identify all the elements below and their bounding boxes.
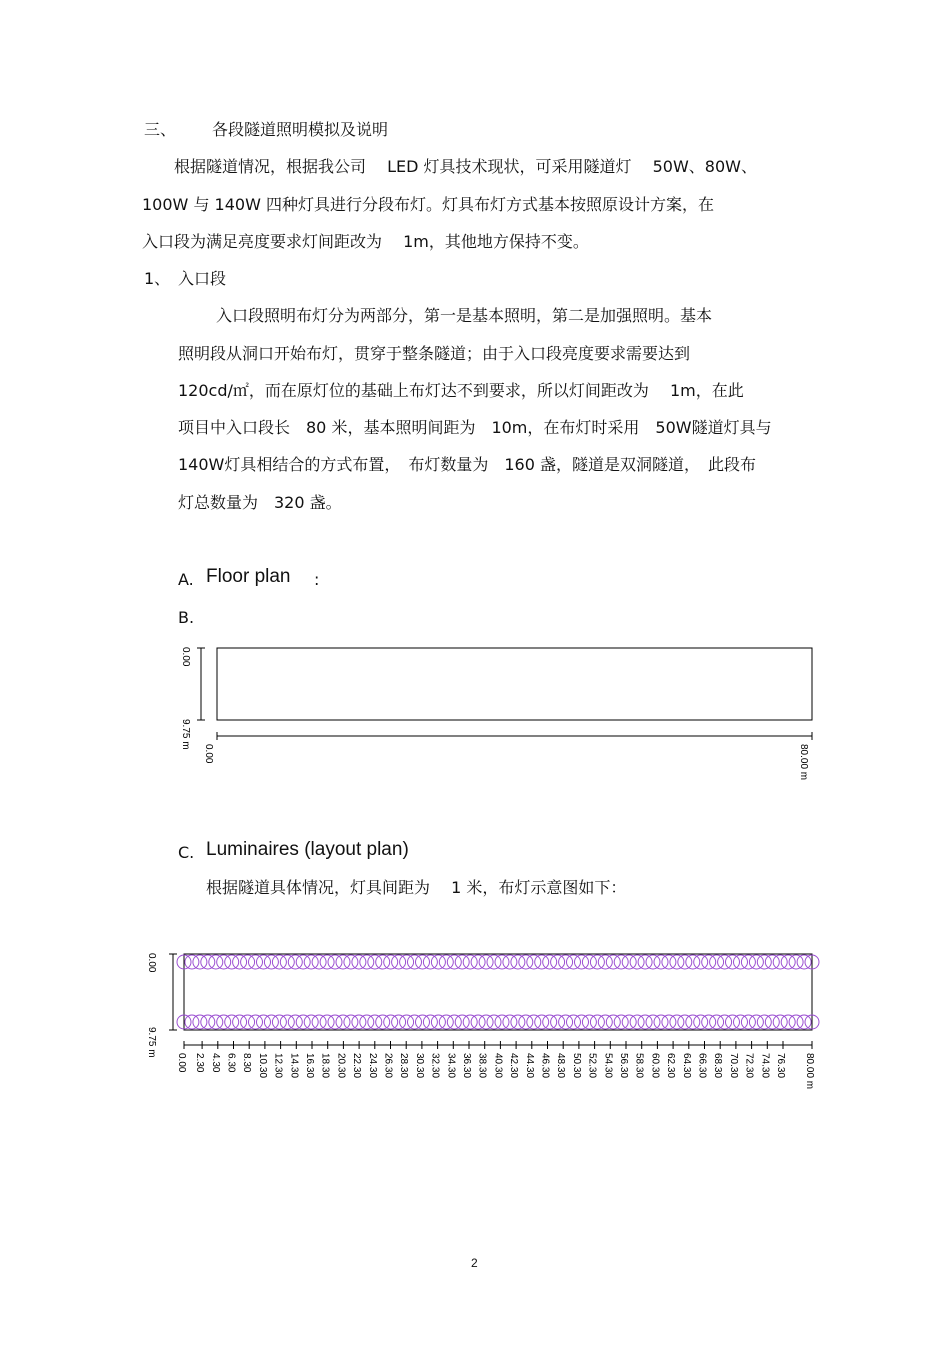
item-a-letter: A. <box>178 570 194 589</box>
x-tick-label: 40.30 <box>492 1053 504 1079</box>
entrance-line-6: 灯总数量为 320 盏。 <box>178 493 342 512</box>
luminaire-circle <box>193 1015 207 1029</box>
luminaire-circle <box>789 955 803 969</box>
floor-y-start: 0.00 <box>180 647 191 667</box>
luminaire-circle <box>773 955 787 969</box>
x-tick-label: 4.30 <box>209 1053 221 1073</box>
x-tick-label: 66.30 <box>696 1053 708 1079</box>
luminaire-circle <box>320 955 334 969</box>
luminaire-circle <box>296 955 310 969</box>
luminaire-circle <box>439 955 453 969</box>
layout-note: 根据隧道具体情况，灯具间距为 1 米，布灯示意图如下： <box>206 878 627 897</box>
tunnel-outline <box>184 954 812 1030</box>
x-tick-label: 54.30 <box>602 1053 614 1079</box>
luminaire-circle <box>710 955 724 969</box>
luminaire-circle <box>344 1015 358 1029</box>
luminaire-circle <box>185 955 199 969</box>
luminaire-circle <box>702 1015 716 1029</box>
luminaire-circle <box>312 955 326 969</box>
x-tick-label: 12.30 <box>272 1053 284 1079</box>
luminaire-circle <box>201 1015 215 1029</box>
luminaire-circle <box>272 1015 286 1029</box>
luminaire-circle <box>630 955 644 969</box>
luminaire-circle <box>352 1015 366 1029</box>
luminaire-circle <box>257 955 271 969</box>
luminaire-circle <box>535 1015 549 1029</box>
x-tick-label: 34.30 <box>445 1053 457 1079</box>
luminaire-circle <box>741 1015 755 1029</box>
x-tick-label: 48.30 <box>555 1053 567 1079</box>
entrance-line-3: 120cd/㎡，而在原灯位的基础上布灯达不到要求，所以灯间距改为 1m，在此 <box>178 381 744 400</box>
luminaire-circle <box>582 955 596 969</box>
luminaire-circle <box>662 955 676 969</box>
luminaire-circle <box>598 1015 612 1029</box>
x-tick-label: 38.30 <box>476 1053 488 1079</box>
luminaire-circle <box>662 1015 676 1029</box>
luminaire-circle <box>495 1015 509 1029</box>
section-title: 各段隧道照明模拟及说明 <box>212 120 389 139</box>
luminaire-circle <box>527 955 541 969</box>
luminaire-circle <box>543 955 557 969</box>
luminaire-circle <box>304 955 318 969</box>
luminaire-circle <box>264 1015 278 1029</box>
luminaire-circle <box>646 1015 660 1029</box>
luminaire-circle <box>384 1015 398 1029</box>
x-tick-label: 64.30 <box>680 1053 692 1079</box>
x-tick-label: 72.30 <box>743 1053 755 1079</box>
x-tick-label: 50.30 <box>570 1053 582 1079</box>
luminaire-circle <box>257 1015 271 1029</box>
luminaire-circle <box>567 1015 581 1029</box>
luminaire-circle <box>201 955 215 969</box>
floor-plan-outline <box>217 648 812 720</box>
luminaire-circle <box>455 1015 469 1029</box>
luminaire-circle <box>686 1015 700 1029</box>
luminaire-circle <box>487 955 501 969</box>
floor-y-end: 9.75 m <box>180 719 191 750</box>
luminaire-circle <box>622 955 636 969</box>
luminaire-circle <box>264 955 278 969</box>
luminaire-circle <box>757 1015 771 1029</box>
luminaire-circle <box>296 1015 310 1029</box>
luminaire-circle <box>431 1015 445 1029</box>
luminaire-circle <box>511 955 525 969</box>
floor-x-end: 80.00 m <box>798 744 809 781</box>
luminaire-circle <box>694 955 708 969</box>
luminaire-circle <box>368 955 382 969</box>
luminaire-circle <box>678 955 692 969</box>
x-tick-label: 76.30 <box>775 1053 786 1079</box>
luminaire-circle <box>646 955 660 969</box>
luminaire-circle <box>376 1015 390 1029</box>
floor-x-start: 0.00 <box>203 744 214 764</box>
luminaire-circle <box>233 1015 247 1029</box>
x-tick-label: 24.30 <box>366 1053 378 1079</box>
item-a-suffix: : <box>314 570 320 589</box>
luminaire-circle <box>209 955 223 969</box>
luminaire-circle <box>527 1015 541 1029</box>
luminaire-circle <box>400 955 414 969</box>
luminaire-circle <box>463 955 477 969</box>
luminaire-circle <box>678 1015 692 1029</box>
x-tick-label: 80.00 m <box>804 1053 815 1090</box>
luminaire-circle <box>217 1015 231 1029</box>
luminaire-circle <box>718 955 732 969</box>
luminaire-circle <box>781 955 795 969</box>
entrance-line-1: 入口段照明布灯分为两部分，第一是基本照明，第二是加强照明。基本 <box>216 306 713 325</box>
luminaire-circles <box>177 955 819 1029</box>
luminaire-circle <box>503 1015 517 1029</box>
luminaire-circle <box>805 1015 819 1029</box>
luminaire-circle <box>734 1015 748 1029</box>
luminaire-circle <box>797 1015 811 1029</box>
item-c-letter: C. <box>178 843 195 862</box>
item-c-label: Luminaires (layout plan) <box>206 839 409 860</box>
luminaire-circle <box>328 955 342 969</box>
luminaire-circle <box>575 1015 589 1029</box>
luminaire-circle <box>487 1015 501 1029</box>
luminaire-circle <box>249 955 263 969</box>
luminaire-circle <box>392 955 406 969</box>
luminaire-circle <box>479 1015 493 1029</box>
luminaire-circle <box>376 955 390 969</box>
luminaire-circle <box>185 1015 199 1029</box>
luminaire-circle <box>400 1015 414 1029</box>
luminaire-circle <box>614 955 628 969</box>
luminaire-circle <box>217 955 231 969</box>
luminaire-circle <box>702 955 716 969</box>
x-tick-label: 8.30 <box>241 1053 253 1073</box>
luminaire-circle <box>638 955 652 969</box>
luminaire-circle <box>590 1015 604 1029</box>
luminaire-circle <box>416 955 430 969</box>
x-tick-label: 20.30 <box>335 1053 347 1079</box>
luminaire-circle <box>765 955 779 969</box>
luminaire-circle <box>368 1015 382 1029</box>
luminaire-circle <box>328 1015 342 1029</box>
luminaire-circle <box>423 955 437 969</box>
luminaire-circle <box>241 1015 255 1029</box>
x-tick-label: 36.30 <box>461 1053 472 1079</box>
luminaire-circle <box>741 955 755 969</box>
subsection-number: 1、 <box>144 269 171 288</box>
item-a-label: Floor plan <box>206 566 291 587</box>
x-tick-label: 68.30 <box>712 1053 724 1079</box>
luminaire-circle <box>503 955 517 969</box>
subsection-title: 入口段 <box>178 269 227 288</box>
x-tick-label: 60.30 <box>649 1053 661 1079</box>
luminaire-circle <box>225 1015 239 1029</box>
x-tick-label: 18.30 <box>319 1053 331 1079</box>
luminaire-circle <box>471 955 485 969</box>
x-tick-label: 6.30 <box>225 1053 237 1073</box>
luminaire-circle <box>559 955 573 969</box>
luminaire-circle <box>773 1015 787 1029</box>
luminaire-circle <box>447 1015 461 1029</box>
luminaire-circle <box>431 955 445 969</box>
luminaire-circle <box>781 1015 795 1029</box>
x-tick-label: 26.30 <box>382 1053 394 1079</box>
luminaire-circle <box>543 1015 557 1029</box>
luminaire-circle <box>209 1015 223 1029</box>
luminaire-circle <box>272 955 286 969</box>
luminaire-circle <box>288 1015 302 1029</box>
luminaire-circle <box>177 955 191 969</box>
lum-y-end: 9.75 m <box>146 1027 157 1058</box>
luminaire-circle <box>582 1015 596 1029</box>
luminaire-circle <box>280 1015 294 1029</box>
luminaire-circle <box>726 955 740 969</box>
luminaire-circle <box>718 1015 732 1029</box>
luminaire-circle <box>392 1015 406 1029</box>
luminaire-circle <box>789 1015 803 1029</box>
intro-line-3: 入口段为满足亮度要求灯间距改为 1m，其他地方保持不变。 <box>142 232 589 251</box>
luminaire-circle <box>177 1015 191 1029</box>
luminaire-circle <box>384 955 398 969</box>
lum-y-start: 0.00 <box>146 953 157 973</box>
x-tick-label: 0.00 <box>176 1053 187 1073</box>
luminaire-circle <box>408 1015 422 1029</box>
x-tick-label: 22.30 <box>351 1053 363 1079</box>
x-tick-label: 10.30 <box>256 1053 268 1079</box>
luminaire-circle <box>249 1015 263 1029</box>
x-tick-label: 74.30 <box>759 1053 771 1079</box>
luminaire-circle <box>336 955 350 969</box>
intro-line-2: 100W 与 140W 四种灯具进行分段布灯。灯具布灯方式基本按照原设计方案，在 <box>142 195 714 214</box>
luminaire-circle <box>606 955 620 969</box>
luminaire-circle <box>241 955 255 969</box>
luminaire-circle <box>519 1015 533 1029</box>
luminaire-circle <box>288 955 302 969</box>
x-tick-label: 30.30 <box>413 1053 425 1079</box>
x-tick-label: 44.30 <box>523 1053 535 1079</box>
luminaire-circle <box>606 1015 620 1029</box>
luminaire-circle <box>320 1015 334 1029</box>
luminaire-circle <box>551 955 565 969</box>
luminaire-circle <box>694 1015 708 1029</box>
x-tick-label: 46.30 <box>539 1053 551 1079</box>
x-tick-label: 52.30 <box>586 1053 598 1079</box>
luminaire-circle <box>408 955 422 969</box>
luminaire-circle <box>598 955 612 969</box>
luminaire-circle <box>463 1015 477 1029</box>
luminaire-circle <box>654 1015 668 1029</box>
luminaire-circle <box>423 1015 437 1029</box>
luminaire-circle <box>670 955 684 969</box>
luminaire-circle <box>233 955 247 969</box>
luminaire-circle <box>280 955 294 969</box>
luminaire-circle <box>797 955 811 969</box>
x-tick-label: 70.30 <box>727 1053 739 1079</box>
luminaire-circle <box>535 955 549 969</box>
luminaire-circle <box>471 1015 485 1029</box>
luminaire-circle <box>726 1015 740 1029</box>
x-tick-label: 62.30 <box>665 1053 677 1079</box>
luminaire-circle <box>336 1015 350 1029</box>
section-number: 三、 <box>144 120 177 139</box>
luminaire-circle <box>447 955 461 969</box>
entrance-line-2: 照明段从洞口开始布灯，贯穿于整条隧道；由于入口段亮度要求需要达到 <box>178 344 691 363</box>
entrance-line-4: 项目中入口段长 80 米，基本照明间距为 10m，在布灯时采用 50W隧道灯具与 <box>178 418 772 437</box>
item-b-letter: B. <box>178 608 195 627</box>
luminaire-circle <box>670 1015 684 1029</box>
x-tick-label: 28.30 <box>398 1053 410 1079</box>
luminaire-circle <box>654 955 668 969</box>
x-tick-label: 14.30 <box>288 1053 300 1079</box>
luminaire-circle <box>622 1015 636 1029</box>
luminaire-circle <box>193 955 207 969</box>
luminaire-circle <box>757 955 771 969</box>
x-tick-label: 58.30 <box>633 1053 645 1079</box>
luminaire-circle <box>360 1015 374 1029</box>
luminaire-circle <box>455 955 469 969</box>
luminaire-circle <box>439 1015 453 1029</box>
luminaire-circle <box>749 1015 763 1029</box>
x-tick-label: 16.30 <box>304 1053 315 1079</box>
x-tick-label: 56.30 <box>618 1053 629 1079</box>
luminaire-circle <box>614 1015 628 1029</box>
luminaire-circle <box>312 1015 326 1029</box>
luminaire-circle <box>352 955 366 969</box>
luminaire-circle <box>630 1015 644 1029</box>
luminaire-circle <box>575 955 589 969</box>
luminaire-circle <box>805 955 819 969</box>
luminaire-circle <box>559 1015 573 1029</box>
luminaire-circle <box>495 955 509 969</box>
lum-x-ticks <box>176 1041 815 1089</box>
x-tick-label: 42.30 <box>508 1053 520 1079</box>
luminaire-circle <box>749 955 763 969</box>
luminaire-circle <box>551 1015 565 1029</box>
luminaire-circle <box>304 1015 318 1029</box>
luminaire-circle <box>519 955 533 969</box>
luminaire-circle <box>710 1015 724 1029</box>
luminaire-circle <box>734 955 748 969</box>
luminaire-circle <box>511 1015 525 1029</box>
page-number: 2 <box>471 1256 478 1270</box>
entrance-line-5: 140W灯具相结合的方式布置， 布灯数量为 160 盏，隧道是双洞隧道， 此段布 <box>178 455 756 474</box>
luminaire-circle <box>360 955 374 969</box>
luminaire-circle <box>567 955 581 969</box>
luminaire-circle <box>590 955 604 969</box>
luminaire-circle <box>225 955 239 969</box>
x-tick-label: 32.30 <box>429 1053 441 1079</box>
x-tick-label: 2.30 <box>194 1053 206 1073</box>
intro-line-1: 根据隧道情况，根据我公司 LED 灯具技术现状，可采用隧道灯 50W、80W、 <box>174 157 757 176</box>
luminaire-circle <box>765 1015 779 1029</box>
luminaire-circle <box>686 955 700 969</box>
luminaire-circle <box>638 1015 652 1029</box>
luminaire-circle <box>416 1015 430 1029</box>
luminaire-circle <box>344 955 358 969</box>
luminaire-circle <box>479 955 493 969</box>
